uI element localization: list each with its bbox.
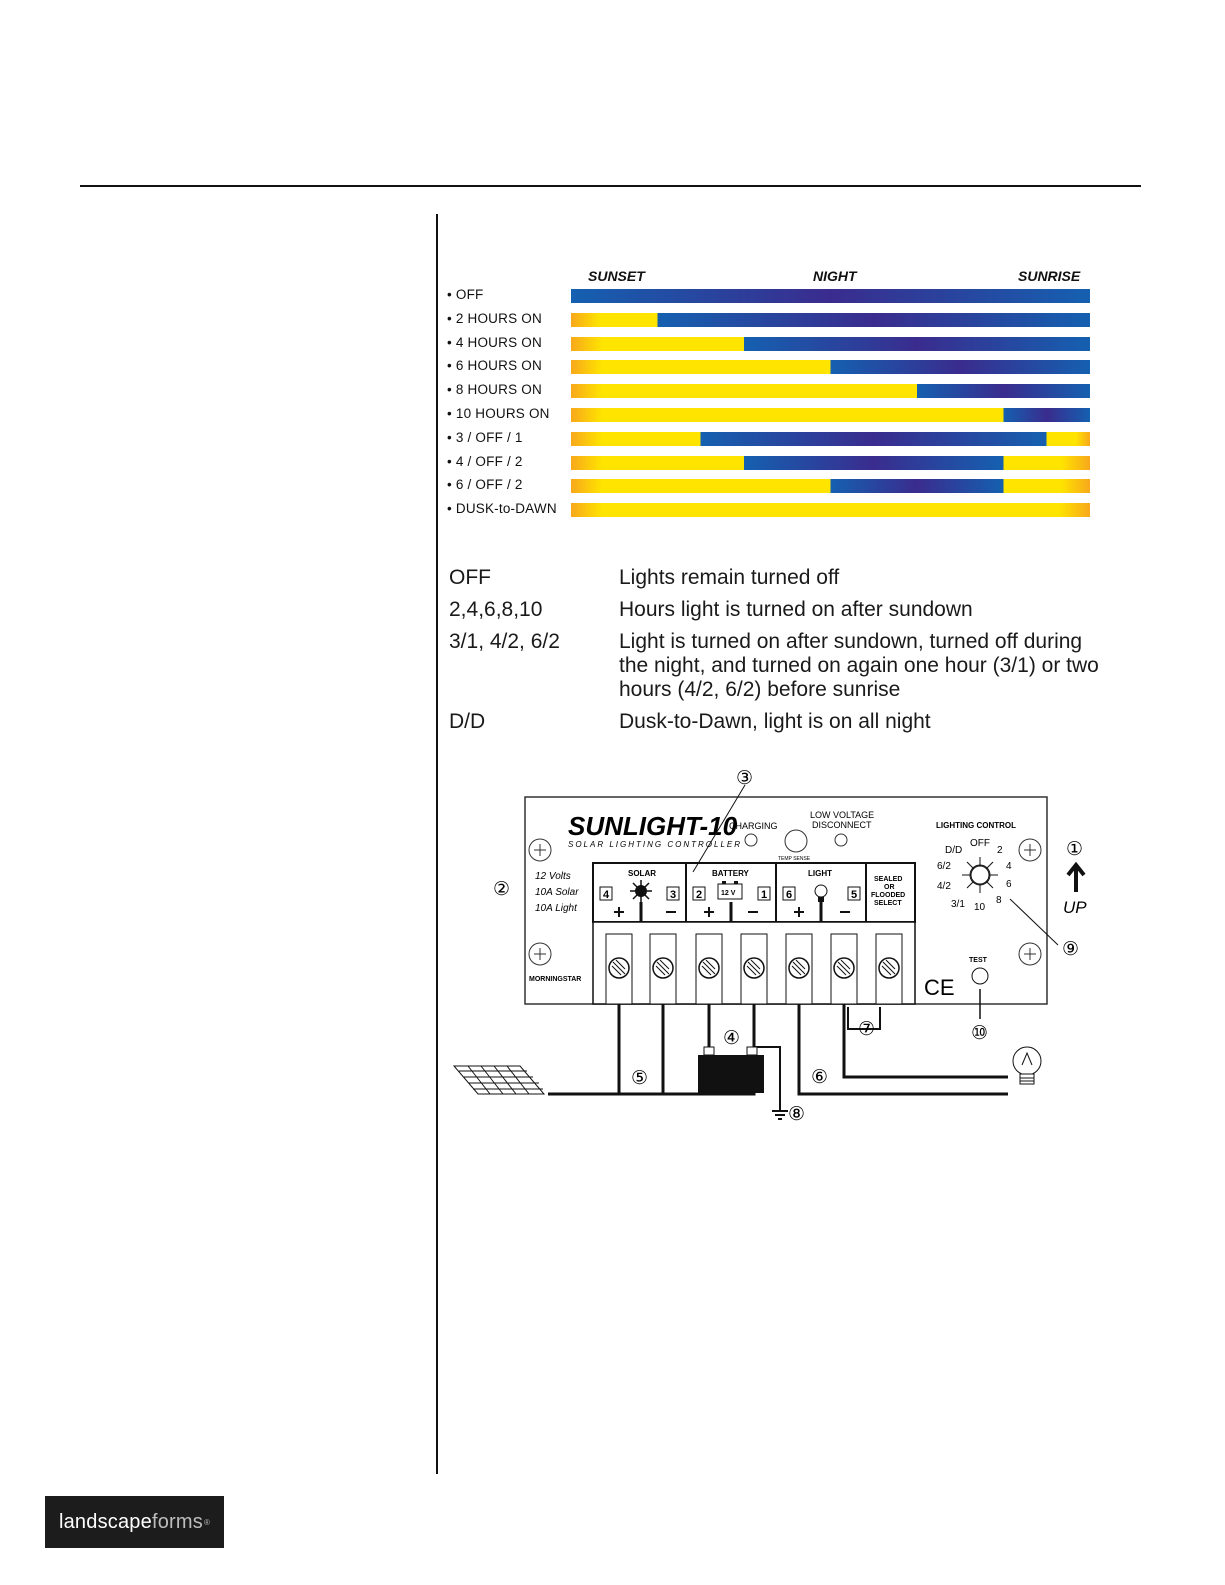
schedule-bar [571,289,1090,303]
battery-label: BATTERY [712,869,749,878]
test-button [972,968,988,984]
schedule-row-label: • 4 HOURS ON [447,334,542,350]
legend-desc: Hours light is turned on after sundown [619,598,973,621]
schedule-bar [571,337,1090,351]
sunset-header: SUNSET [588,268,645,284]
sealed-4: SELECT [874,900,902,907]
schedule-bar [571,313,1090,327]
callout-3: ③ [736,768,754,789]
logo-text-a: landscape [58,1510,152,1533]
ground-icon [772,1111,788,1119]
brand-subtitle: SOLAR LIGHTING CONTROLLER [568,840,743,849]
terminal-number: 1 [761,889,768,901]
lvd-label-2: DISCONNECT [812,820,872,830]
logo-registered: ® [203,1517,211,1527]
callout-5: ⑤ [631,1068,649,1089]
spec-light: 10A Light [535,903,577,914]
dial-8: 8 [996,895,1002,906]
schedule-bar [571,432,1090,446]
schedule-row-label: • 6 / OFF / 2 [447,477,523,493]
lvd-label-1: LOW VOLTAGE [810,810,875,820]
test-label: TEST [969,957,987,964]
light-wires [799,1004,1008,1094]
schedule-bar [571,479,1090,493]
sealed-3: FLOODED [871,892,906,899]
legend-desc: Lights remain turned off [619,566,840,589]
legend-row-off [449,566,1129,590]
dial-2: 2 [997,845,1003,856]
column-rule [436,214,438,1474]
diagram-svg [448,765,1108,1130]
up-label: UP [1063,898,1087,917]
dial-icon [962,857,998,893]
schedule-row-label: • 3 / OFF / 1 [447,429,523,445]
spec-solar: 10A Solar [535,887,579,898]
dial-4-2: 4/2 [937,881,951,892]
legend-key: OFF [449,566,491,589]
dial-off: OFF [970,838,990,849]
brand-logo: SUNLIGHT-10 [568,811,738,841]
legend-key: 3/1, 4/2, 6/2 [449,630,560,653]
sun-icon [630,880,652,902]
legend-key: D/D [449,710,486,733]
mount-hole-icon [529,839,551,861]
battery-voltage: 12 V [721,890,736,897]
callout-9: ⑨ [1062,939,1080,960]
spec-volts: 12 Volts [535,871,571,882]
setting-legend [449,566,1129,742]
light-label: LIGHT [808,869,832,878]
legend-desc: Light is turned on after sundown, turned off during the night, and turned on again one hour (3/1) or two hours (4/2, 6/2) before sunrise [619,630,1099,701]
legend-row-split [449,630,1129,702]
mount-hole-icon [529,943,551,965]
legend-row-hours [449,598,1129,622]
callout-7: ⑦ [858,1019,876,1040]
mount-hole-icon [1019,943,1041,965]
logo-text-b: forms [151,1510,203,1533]
lamp-icon [1013,1047,1041,1084]
schedule-bar [571,503,1090,517]
dial-4: 4 [1006,861,1012,872]
lighting-control-label: LIGHTING CONTROL [936,821,1016,830]
schedule-bar [571,456,1090,470]
dial-6: 6 [1006,879,1012,890]
legend-desc: Dusk-to-Dawn, light is on all night [619,710,931,733]
callout-4: ④ [723,1028,741,1049]
callout-6: ⑥ [811,1067,829,1088]
callout-2: ② [493,879,511,900]
terminal-number: 2 [696,889,703,901]
schedule-bar [571,360,1090,374]
terminal-number: 5 [851,889,858,901]
ce-mark: CE [924,975,955,1000]
schedule-row-label: • DUSK-to-DAWN [447,501,557,517]
schedule-bar [571,408,1090,422]
legend-key: 2,4,6,8,10 [449,598,543,621]
mount-hole-icon [1019,839,1041,861]
landscapeforms-logo [45,1496,224,1548]
legend-row-dd [449,710,1129,734]
terminal-number: 3 [670,889,677,901]
schedule-row-label: • 4 / OFF / 2 [447,453,523,469]
battery-icon [698,1047,764,1093]
sunrise-header: SUNRISE [1018,268,1081,284]
terminal-number: 4 [603,889,610,901]
solar-panel-icon [454,1066,544,1094]
charging-label: CHARGING [729,821,778,831]
dial-dd: D/D [945,845,963,856]
schedule-row-label: • 8 HOURS ON [447,382,542,398]
top-rule [80,185,1141,187]
sealed-2: OR [884,884,895,891]
dial-3-1: 3/1 [951,899,965,910]
controller-diagram [448,765,1108,1130]
schedule-row-label: • OFF [447,287,484,302]
callout-8: ⑧ [788,1104,806,1125]
dial-6-2: 6/2 [937,861,951,872]
callout-1: ① [1066,839,1084,860]
schedule-row-label: • 2 HOURS ON [447,310,542,326]
maker-label: MORNINGSTAR [529,976,582,983]
schedule-row-label: • 6 HOURS ON [447,358,542,374]
night-header: NIGHT [813,268,857,284]
callout-10: ⑩ [971,1023,989,1044]
terminal-number: 6 [786,889,793,901]
solar-label: SOLAR [628,869,656,878]
sealed-1: SEALED [874,876,903,883]
schedule-row-label: • 10 HOURS ON [447,406,550,421]
up-arrow-icon [1068,865,1084,892]
temp-sense-label: TEMP SENSE [778,856,811,862]
schedule-bar [571,384,1090,398]
lighting-schedule [447,262,1107,527]
dial-10: 10 [974,902,986,913]
